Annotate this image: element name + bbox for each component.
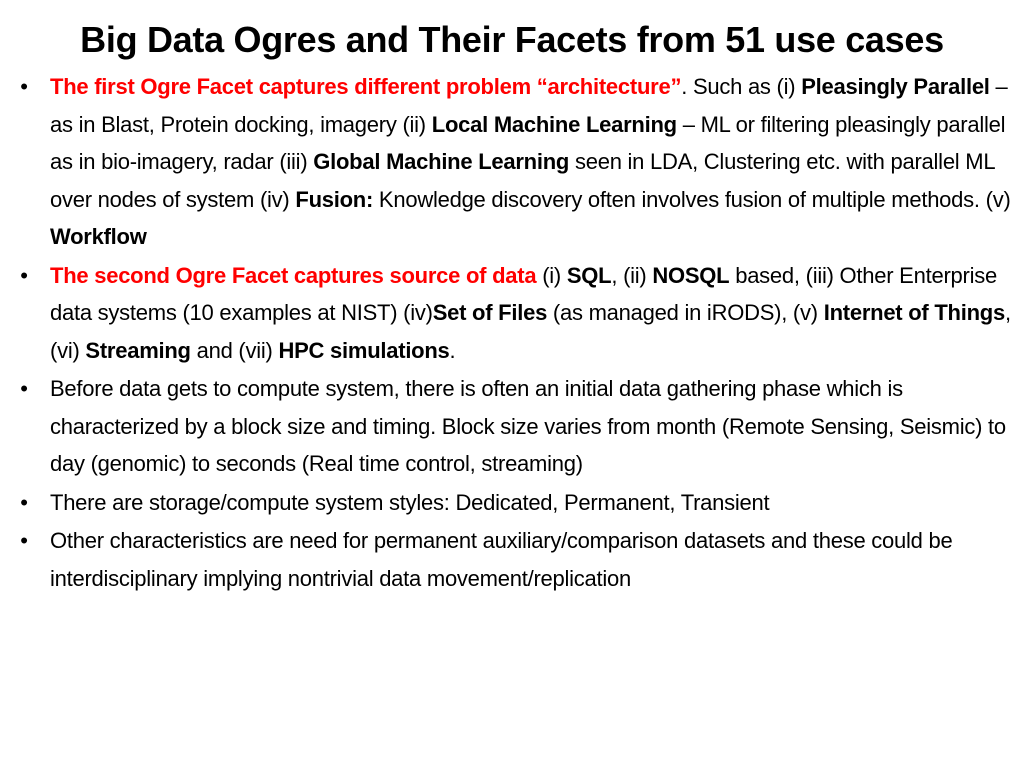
bullet-marker: • [20, 489, 28, 515]
bold-term: Fusion: [295, 186, 374, 212]
bold-term: HPC simulations [278, 337, 450, 363]
bullet-item [14, 370, 1014, 483]
bullet-item [14, 484, 1014, 522]
bullet-item [14, 68, 1014, 256]
body-text: , (ii) [611, 262, 653, 288]
bold-term: Global Machine Learning [313, 149, 570, 174]
bold-term: SQL [566, 262, 612, 288]
bullet-list [14, 68, 1014, 597]
emphasis-text: The second Ogre Facet captures source of data [50, 262, 537, 288]
body-text: and (vii) [190, 337, 279, 363]
bold-term: Local Machine Learning [431, 111, 677, 137]
bullet-marker: • [20, 74, 28, 99]
body-text: – ML or filtering pleasingly parallel as in bio-imagery, radar (iii) [50, 111, 1006, 174]
bullet-marker: • [20, 262, 28, 288]
bullet-item [14, 522, 1014, 597]
body-text: Knowledge discovery often involves fusion of multiple methods. (v) [373, 186, 1011, 212]
bold-term: Workflow [50, 224, 147, 249]
body-text: based, (iii) Other Enterprise data systems (10 examples at NIST) (iv) [50, 262, 997, 325]
slide-title: Big Data Ogres and Their Facets from 51 use cases [80, 19, 944, 60]
bullet-marker: • [20, 376, 28, 401]
bullet-item [14, 257, 1014, 370]
body-text: – as in Blast, Protein docking, imagery (ii) [50, 74, 1008, 137]
body-text: Before data gets to compute system, there is often an initial data gathering phase which is characterized by a block size and timing. Block size varies from month (Remote Sensing, Seismic) to day (genomic) to seconds (Real time control, streaming) [50, 376, 1006, 476]
bold-term: Streaming [85, 337, 191, 363]
emphasis-text: The first Ogre Facet captures different problem “architecture” [50, 74, 682, 99]
body-text: seen in LDA, Clustering etc. with parallel ML over nodes of system (iv) [50, 149, 995, 212]
bold-term: Pleasingly Parallel [801, 74, 990, 99]
bold-term: NOSQL [652, 262, 730, 288]
body-text: There are storage/compute system styles: Dedicated, Permanent, Transient [50, 489, 770, 515]
body-text: Other characteristics are need for permanent auxiliary/comparison datasets and these could be interdisciplinary implying nontrivial data movement/replication [50, 528, 953, 591]
body-text: (as managed in iRODS), (v) [547, 300, 824, 325]
bold-term: Internet of Things [823, 300, 1005, 325]
body-text: . Such as (i) [681, 74, 802, 99]
bullet-marker: • [20, 528, 28, 553]
body-text: , (vi) [50, 300, 1011, 363]
body-text: (i) [536, 262, 567, 288]
bold-term: Set of Files [432, 300, 548, 325]
body-text: . [449, 337, 456, 363]
